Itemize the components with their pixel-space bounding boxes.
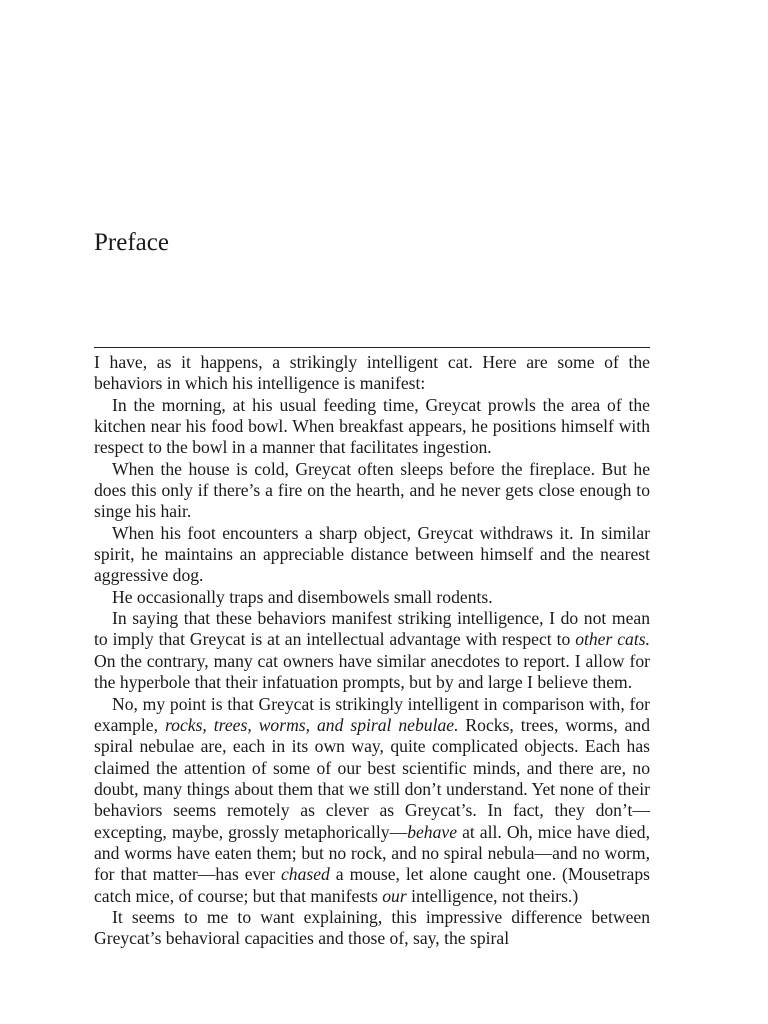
italic-text: chased xyxy=(280,864,330,885)
body-paragraph xyxy=(94,395,650,459)
body-paragraph xyxy=(94,459,650,523)
body-paragraph xyxy=(94,352,650,395)
title-rule xyxy=(94,347,650,348)
body-paragraph xyxy=(94,608,650,693)
text-run: In the morning, at his usual feeding time, Greycat prowls the area of the kitchen near his food bowl. When breakfast appears, he positions himself with respect to the bowl in a manner that facilitates ingestion. xyxy=(94,394,650,458)
text-run: a mouse, let alone caught one. (Mousetraps catch mice, of course; but that manifests xyxy=(94,864,651,906)
text-run: No, my point is that Greycat is strikingly intelligent in comparison with, for example, xyxy=(94,693,650,735)
text-run: In saying that these behaviors manifest striking intelligence, I do not mean to imply that Greycat is at an intellectual advantage with respect to xyxy=(94,608,650,650)
italic-text: other cats. xyxy=(575,629,650,650)
italic-text: rocks, trees, worms, and spiral nebulae. xyxy=(164,714,459,735)
italic-text: behave xyxy=(407,821,458,842)
text-run: When the house is cold, Greycat often sleeps before the fireplace. But he does this only if there’s a fire on the hearth, and he never gets close enough to singe his hair. xyxy=(94,458,650,522)
text-run: I have, as it happens, a strikingly intelligent cat. Here are some of the behaviors in which his intelligence is manifest: xyxy=(94,352,650,394)
italic-text: our xyxy=(382,885,407,906)
text-run: On the contrary, many cat owners have similar anecdotes to report. I allow for the hyperbole that their infatuation prompts, but by and large I believe them. xyxy=(94,650,650,693)
body-paragraph xyxy=(94,694,650,907)
text-run: He occasionally traps and disembowels small rodents. xyxy=(112,586,493,607)
text-run: It seems to me to want explaining, this impressive difference between Greycat’s behavioral capacities and those of, say, the spiral xyxy=(94,906,650,949)
body-paragraph xyxy=(94,523,650,587)
text-run: intelligence, not theirs.) xyxy=(406,885,579,906)
text-run: Rocks, trees, worms, and spiral nebulae are, each in its own way, quite complicated objects. Each has claimed the attention of some of our best scientific minds, and there are, no doubt, many things about them that we still don’t understand. Yet none of their behaviors seems remotely as clever as Greycat’s. In fact, they don’t—excepting, maybe, grossly metaphorically— xyxy=(94,714,651,842)
text-run: When his foot encounters a sharp object, Greycat withdraws it. In similar spirit, he maintains an appreciable distance between himself and the nearest aggressive dog. xyxy=(94,522,650,586)
chapter-title: Preface xyxy=(94,229,169,256)
body-paragraph xyxy=(94,907,650,950)
text-run: at all. Oh, mice have died, and worms have eaten them; but no rock, and no spiral nebula—and no worm, for that matter—has ever xyxy=(94,821,650,885)
body-paragraph xyxy=(94,587,650,608)
preface-body xyxy=(94,352,650,950)
